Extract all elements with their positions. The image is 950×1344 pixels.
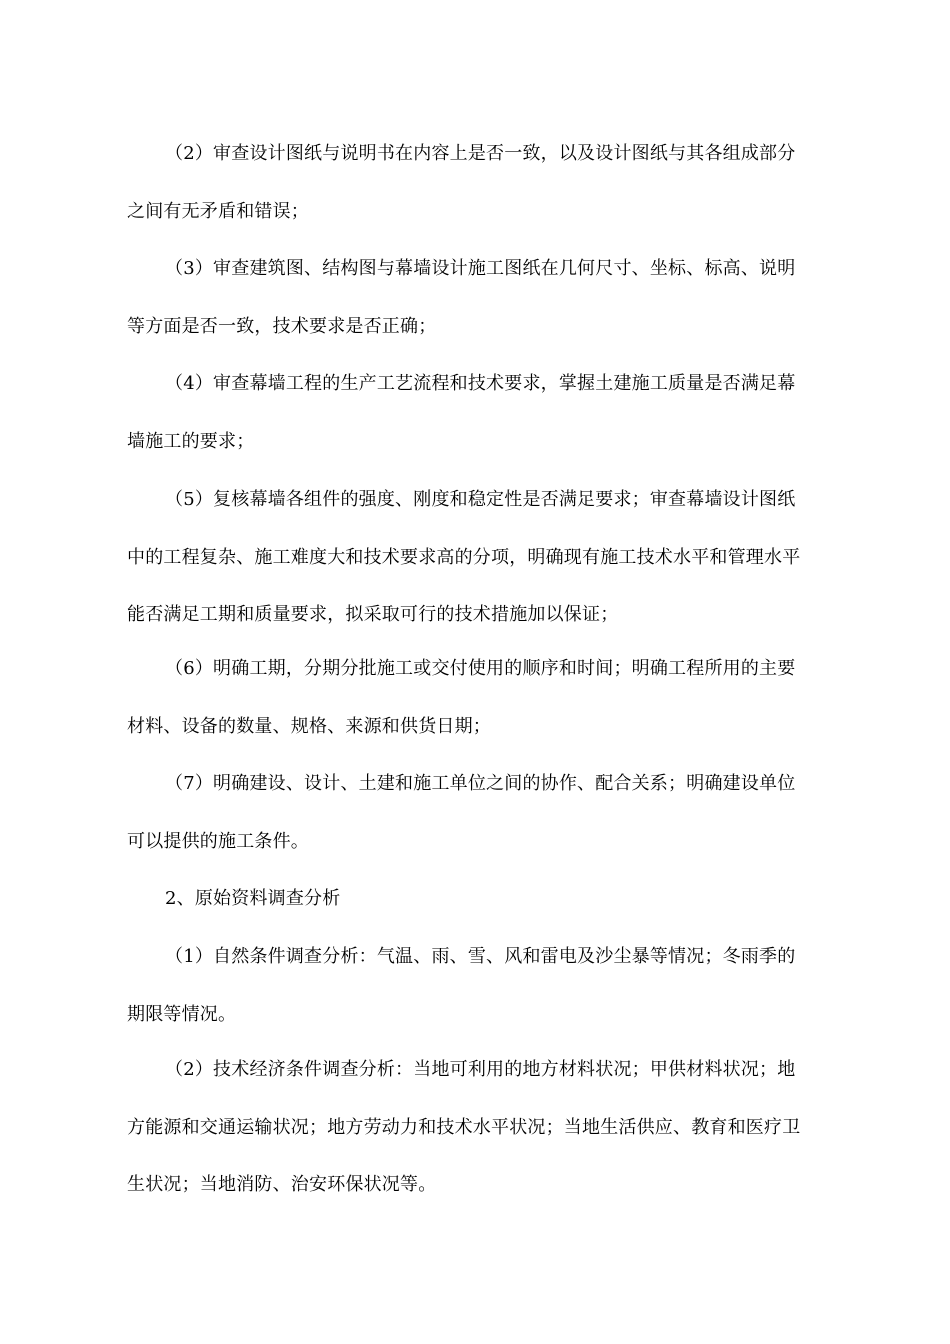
text-line: 材料、设备的数量、规格、来源和供货日期； — [127, 716, 491, 737]
section-heading: 2、原始资料调查分析 — [165, 888, 341, 909]
text-line: （5）复核幕墙各组件的强度、刚度和稳定性是否满足要求；审查幕墙设计图纸 — [165, 489, 796, 510]
text-line: （2）技术经济条件调查分析：当地可利用的地方材料状况；甲供材料状况；地 — [165, 1059, 796, 1080]
text-line: 墙施工的要求； — [127, 431, 255, 452]
text-line: （3）审查建筑图、结构图与幕墙设计施工图纸在几何尺寸、坐标、标高、说明 — [165, 258, 796, 279]
text-line: （7）明确建设、设计、土建和施工单位之间的协作、配合关系；明确建设单位 — [165, 773, 796, 794]
text-line: 生状况；当地消防、治安环保状况等。 — [127, 1174, 437, 1195]
text-line: （4）审查幕墙工程的生产工艺流程和技术要求，掌握土建施工质量是否满足幕 — [165, 373, 796, 394]
text-line: 方能源和交通运输状况；地方劳动力和技术水平状况；当地生活供应、教育和医疗卫 — [127, 1117, 801, 1138]
text-line: 等方面是否一致，技术要求是否正确； — [127, 316, 437, 337]
text-line: 之间有无矛盾和错误； — [127, 201, 309, 222]
text-line: 能否满足工期和质量要求，拟采取可行的技术措施加以保证； — [127, 604, 619, 625]
text-line: （6）明确工期，分期分批施工或交付使用的顺序和时间；明确工程所用的主要 — [165, 658, 796, 679]
text-line: （2）审查设计图纸与说明书在内容上是否一致，以及设计图纸与其各组成部分 — [165, 143, 796, 164]
text-line: （1）自然条件调查分析：气温、雨、雪、风和雷电及沙尘暴等情况；冬雨季的 — [165, 946, 796, 967]
text-line: 期限等情况。 — [127, 1004, 237, 1025]
text-line: 可以提供的施工条件。 — [127, 831, 309, 852]
text-line: 中的工程复杂、施工难度大和技术要求高的分项，明确现有施工技术水平和管理水平 — [127, 547, 801, 568]
